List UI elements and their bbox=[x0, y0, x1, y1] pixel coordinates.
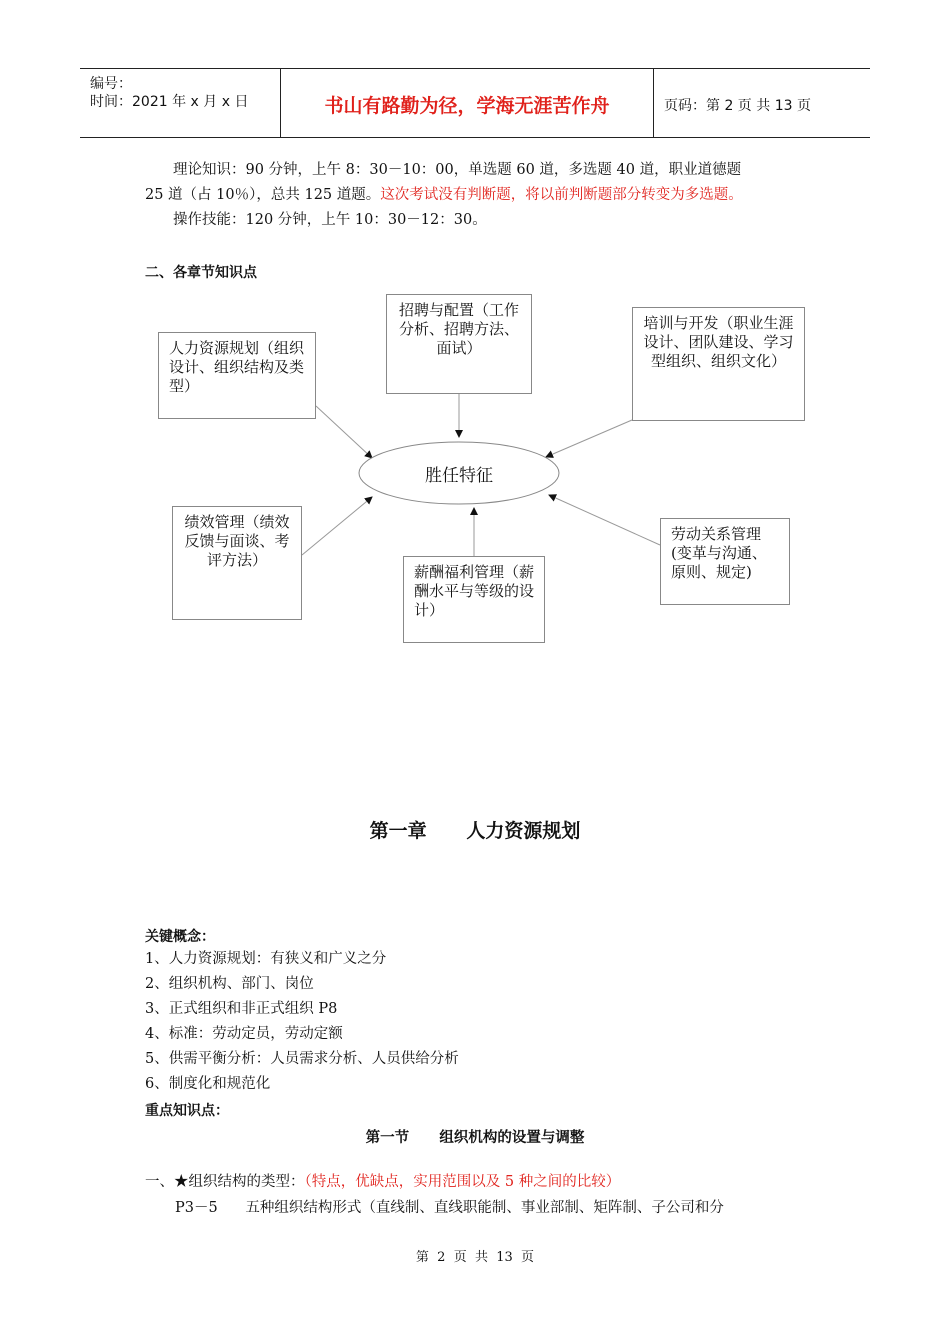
arrow-labor bbox=[549, 495, 660, 545]
key-concepts-title: 关键概念： bbox=[145, 929, 215, 945]
motto: 书山有路勤为径，学海无涯苦作舟 bbox=[324, 95, 610, 117]
list-item: 1、人力资源规划：有狭义和广义之分 bbox=[145, 951, 387, 967]
arrow-planning bbox=[316, 406, 372, 458]
intro-line-2-red: 这次考试没有判断题，将以前判断题部分转变为多选题。 bbox=[380, 187, 743, 203]
center-label: 胜任特征 bbox=[425, 466, 493, 486]
arrow-training bbox=[546, 420, 632, 457]
intro-line-1: 理论知识：90 分钟，上午 8：30－10：00，单选题 60 道，多选题 40 道，职业道德题 bbox=[173, 162, 742, 178]
list-item: 5、供需平衡分析：人员需求分析、人员供给分析 bbox=[145, 1051, 459, 1067]
arrow-performance bbox=[302, 497, 372, 555]
list-item: 4、标准：劳动定员，劳动定额 bbox=[145, 1026, 343, 1042]
section-1-title: 第一节 组织机构的设置与调整 bbox=[365, 1130, 585, 1146]
box-performance: 绩效管理（绩效反馈与面谈、考评方法） bbox=[172, 506, 302, 620]
intro-line-3: 操作技能：120 分钟，上午 10：30－12：30。 bbox=[173, 212, 487, 228]
key-points-title: 重点知识点： bbox=[145, 1103, 229, 1119]
box-labor: 劳动关系管理(变革与沟通、原则、规定) bbox=[660, 518, 790, 605]
item-1-text: 一、★组织结构的类型： bbox=[145, 1174, 305, 1190]
item-1-red: （特点，优缺点，实用范围以及 5 种之间的比较） bbox=[304, 1174, 621, 1190]
chapter-title: 第一章 人力资源规划 bbox=[369, 820, 581, 842]
number-label: 编号： bbox=[90, 76, 132, 92]
intro-line-2-text: 25 道（占 10％），总共 125 道题。 bbox=[145, 187, 381, 203]
box-recruit: 招聘与配置（工作分析、招聘方法、面试） bbox=[386, 294, 532, 394]
box-salary: 薪酬福利管理（薪酬水平与等级的设计） bbox=[403, 556, 545, 643]
box-planning: 人力资源规划（组织设计、组织结构及类型） bbox=[158, 332, 316, 419]
list-item: 3、正式组织和非正式组织 P8 bbox=[145, 1001, 338, 1017]
box-training: 培训与开发（职业生涯设计、团队建设、学习型组织、组织文化） bbox=[632, 307, 805, 421]
item-1-detail: P3－5 五种组织结构形式（直线制、直线职能制、事业部制、矩阵制、子公司和分 bbox=[175, 1200, 724, 1216]
section-2-title: 二、各章节知识点 bbox=[145, 265, 257, 281]
time-label: 时间：2021 年 x 月 x 日 bbox=[90, 94, 249, 110]
list-item: 2、组织机构、部门、岗位 bbox=[145, 976, 314, 992]
list-item: 6、制度化和规范化 bbox=[145, 1076, 271, 1092]
key-concepts-list bbox=[145, 947, 825, 1097]
page-footer: 第 2 页 共 13 页 bbox=[415, 1250, 535, 1265]
item-1 bbox=[145, 1170, 835, 1195]
page-number-label: 页码：第 2 页 共 13 页 bbox=[664, 98, 811, 114]
